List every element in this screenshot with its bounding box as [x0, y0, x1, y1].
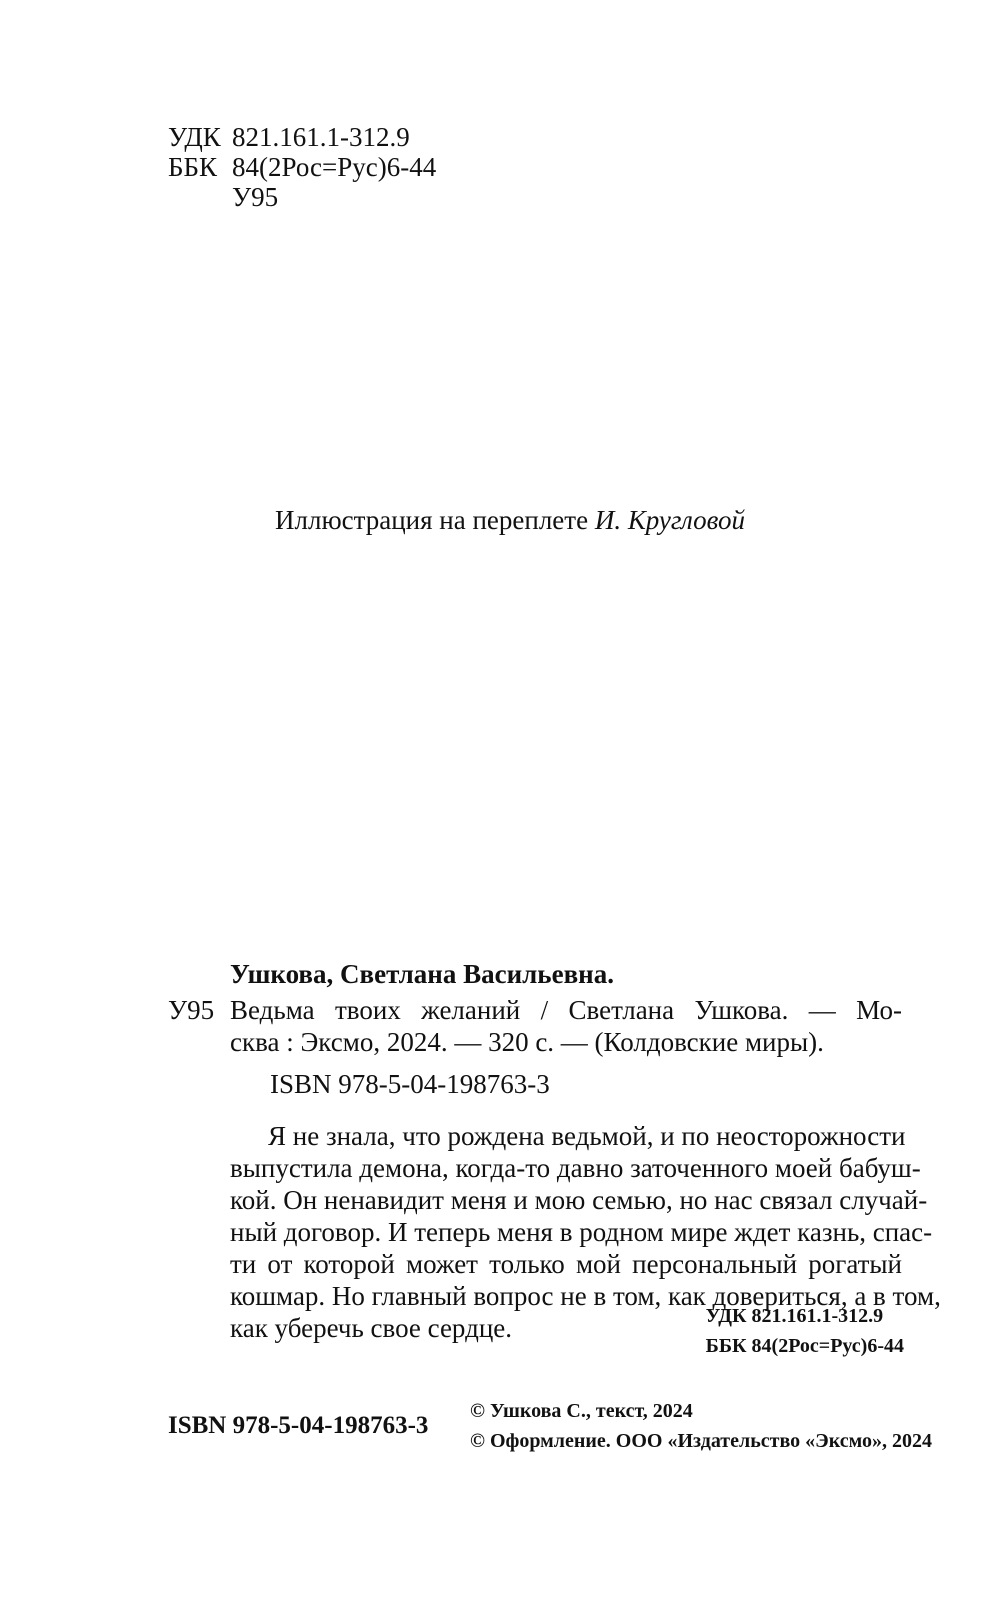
bbk-label: ББК — [168, 152, 218, 182]
annotation-line: выпустила демона, когда-то давно заточенного моей бабуш- — [230, 1153, 921, 1183]
illustrator-name: И. Кругловой — [594, 505, 746, 535]
udk-value: 821.161.1-312.9 — [232, 122, 410, 152]
author-code-row — [168, 182, 436, 212]
annotation-line: как уберечь свое сердце. — [230, 1313, 512, 1343]
catalog-description — [230, 994, 902, 1058]
illustration-prefix: Иллюстрация на переплете — [275, 505, 595, 535]
annotation-line: Я не знала, что рождена ведьмой, и по неосторожности — [268, 1121, 906, 1151]
bottom-bbk: ББК 84(2Рос=Рус)6-44 — [705, 1335, 904, 1357]
description-line: сква : Эксмо, 2024. — 320 с. — (Колдовские миры). — [230, 1027, 824, 1057]
copyright-text: © Ушкова С., текст, 2024 — [470, 1400, 693, 1422]
annotation-line: кошмар. Но главный вопрос не в том, как довериться, а в том, — [230, 1281, 941, 1311]
annotation-line: ный договор. И теперь меня в родном мире ждет казнь, спас- — [230, 1217, 933, 1247]
top-classification — [168, 122, 436, 212]
catalog-author-heading: Ушкова, Светлана Васильевна. — [230, 959, 614, 989]
catalog-author-code: У95 — [168, 995, 215, 1025]
author-code: У95 — [232, 182, 279, 212]
copyright-design: © Оформление. ООО «Издательство «Эксмо», 2024 — [470, 1430, 932, 1452]
udk-label: УДК — [168, 122, 221, 152]
bbk-value: 84(2Рос=Рус)6-44 — [232, 152, 437, 182]
catalog-isbn: ISBN 978-5-04-198763-3 — [270, 1069, 550, 1099]
bottom-udk: УДК 821.161.1-312.9 — [705, 1305, 884, 1327]
bbk-row — [168, 152, 436, 182]
annotation-line: кой. Он ненавидит меня и мою семью, но нас связал случай- — [230, 1185, 928, 1215]
footer-isbn: ISBN 978-5-04-198763-3 — [168, 1412, 429, 1439]
illustration-credit — [275, 504, 745, 536]
bottom-classification — [706, 1301, 904, 1361]
annotation-line: ти от которой может только мой персональный рогатый — [230, 1249, 902, 1279]
udk-row — [168, 122, 436, 152]
description-line: Ведьма твоих желаний / Светлана Ушкова. — Мо- — [230, 995, 902, 1025]
copyright-block — [470, 1396, 932, 1456]
